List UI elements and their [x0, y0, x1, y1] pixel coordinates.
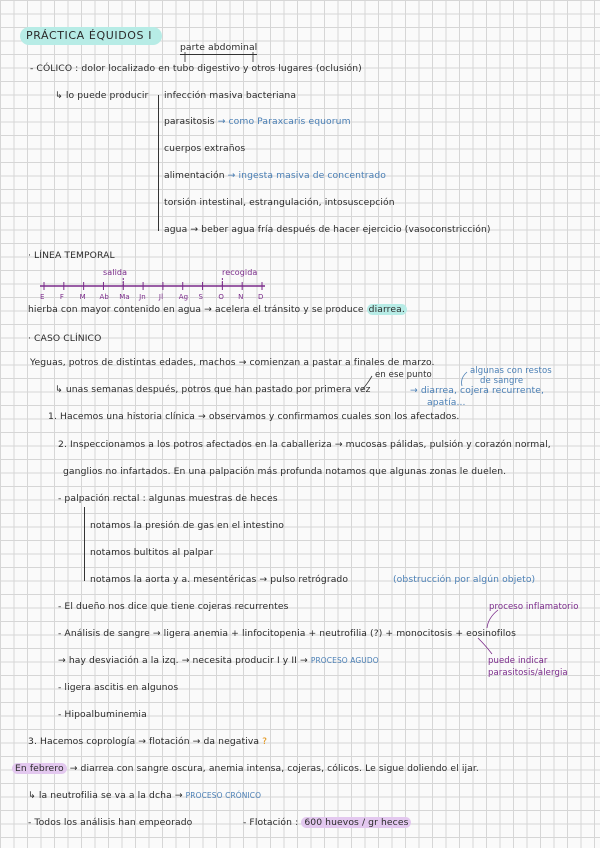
- step-1: 1. Hacemos una historia clínica → observamos y confirmamos cuales son los afectados.: [48, 411, 460, 422]
- symptoms-note: → diarrea, cojera recurrente,: [410, 385, 544, 396]
- timeline-month-label: M: [79, 293, 86, 301]
- desviacion-line: → hay desviación a la izq. → necesita producir I y II → PROCESO AGUDO: [58, 655, 379, 666]
- step-3: 3. Hacemos coprología → flotación → da negativa ?: [28, 736, 268, 747]
- timeline-month-label: O: [218, 293, 224, 301]
- timeline-heading: · LÍNEA TEMPORAL: [28, 250, 115, 261]
- symptoms-note: apatía...: [427, 397, 466, 408]
- proceso-inflamatorio-note: proceso inflamatorio: [489, 602, 579, 612]
- analisis-sangre: - Análisis de sangre → ligera anemia + linfocitopenia + neutrofilia (?) + monocitosis + eosinofilos: [58, 628, 517, 639]
- obstruccion-note: (obstrucción por algún objeto): [393, 574, 536, 585]
- timeline-month-label: F: [59, 293, 64, 301]
- step-2: 2. Inspeccionamos a los potros afectados en la caballeriza → mucosas pálidas, pulsión y corazón normal,: [58, 439, 551, 450]
- timeline-month-label: Ag: [178, 293, 189, 301]
- palp-item: notamos bultitos al palpar: [90, 547, 214, 558]
- timeline-month-label: Jl: [158, 293, 164, 301]
- parte-abdominal-note: parte abdominal: [180, 42, 258, 53]
- todos-analisis: - Todos los análisis han empeorado: [28, 817, 193, 828]
- febrero-line: En febrero → diarrea con sangre oscura, anemia intensa, cojeras, cólicos. Le sigue doliendo el ijar.: [12, 763, 479, 775]
- palp-item: notamos la presión de gas en el intestino: [90, 520, 285, 531]
- neutrofilia-line: ↳ la neutrofilia se va a la dcha → PROCESO CRÓNICO: [28, 790, 262, 801]
- page-title: PRÁCTICA ÉQUIDOS I: [20, 27, 162, 45]
- palpacion-rectal: - palpación rectal : algunas muestras de heces: [58, 493, 278, 504]
- cause-item: agua → beber agua fría después de hacer ejercicio (vasoconstricción): [164, 224, 491, 235]
- timeline-note: hierba con mayor contenido en agua → acelera el tránsito y se produce diarrea.: [28, 304, 405, 315]
- caso-intro: Yeguas, potros de distintas edades, machos → comienzan a pastar a finales de marzo.: [30, 357, 435, 368]
- ascitis-line: - ligera ascitis en algunos: [58, 682, 179, 693]
- sangre-note: algunas con restos: [470, 366, 552, 376]
- timeline-month-label: Ma: [119, 293, 130, 301]
- parasitosis-note: parasitosis/alergia: [488, 668, 568, 678]
- step-2b: ganglios no infartados. En una palpación más profunda notamos que algunas zonas le duelen.: [63, 466, 507, 477]
- timeline-month-label: N: [238, 293, 244, 301]
- caso-heading: · CASO CLÍNICO: [28, 333, 102, 344]
- parasitosis-note: puede indicar: [488, 656, 548, 666]
- timeline-month-label: D: [258, 293, 264, 301]
- sangre-note: de sangre: [480, 376, 524, 386]
- palp-item: notamos la aorta y a. mesentéricas → pulso retrógrado: [90, 574, 349, 585]
- timeline-month-label: Ab: [99, 293, 109, 301]
- cause-item: cuerpos extraños: [164, 143, 246, 154]
- cause-item: parasitosis → como Paraxcaris equorum: [164, 116, 351, 127]
- cause-item: torsión intestinal, estrangulación, intosuscepción: [164, 197, 395, 208]
- dueno-line: - El dueño nos dice que tiene cojeras recurrentes: [58, 601, 289, 612]
- cause-item: alimentación → ingesta masiva de concentrado: [164, 170, 386, 181]
- unas-semanas: ↳ unas semanas después, potros que han pastado por primera vez: [55, 384, 371, 395]
- cause-item: infección masiva bacteriana: [164, 90, 297, 101]
- timeline-month-label: S: [198, 293, 204, 301]
- timeline-month-label: Jn: [139, 293, 146, 301]
- salida-label: salida: [103, 268, 128, 277]
- flotacion-line: - Flotación : 600 huevos / gr heces: [243, 817, 411, 829]
- hipoalbuminemia-line: - Hipoalbuminemia: [58, 709, 147, 720]
- recogida-label: recogida: [222, 268, 258, 277]
- en-ese-punto-note: en ese punto: [375, 370, 432, 380]
- colico-definition: - CÓLICO : dolor localizado en tubo digestivo y otros lugares (oclusión): [30, 63, 362, 74]
- timeline-month-label: E: [40, 293, 45, 301]
- causes-intro: ↳ lo puede producir: [55, 90, 149, 101]
